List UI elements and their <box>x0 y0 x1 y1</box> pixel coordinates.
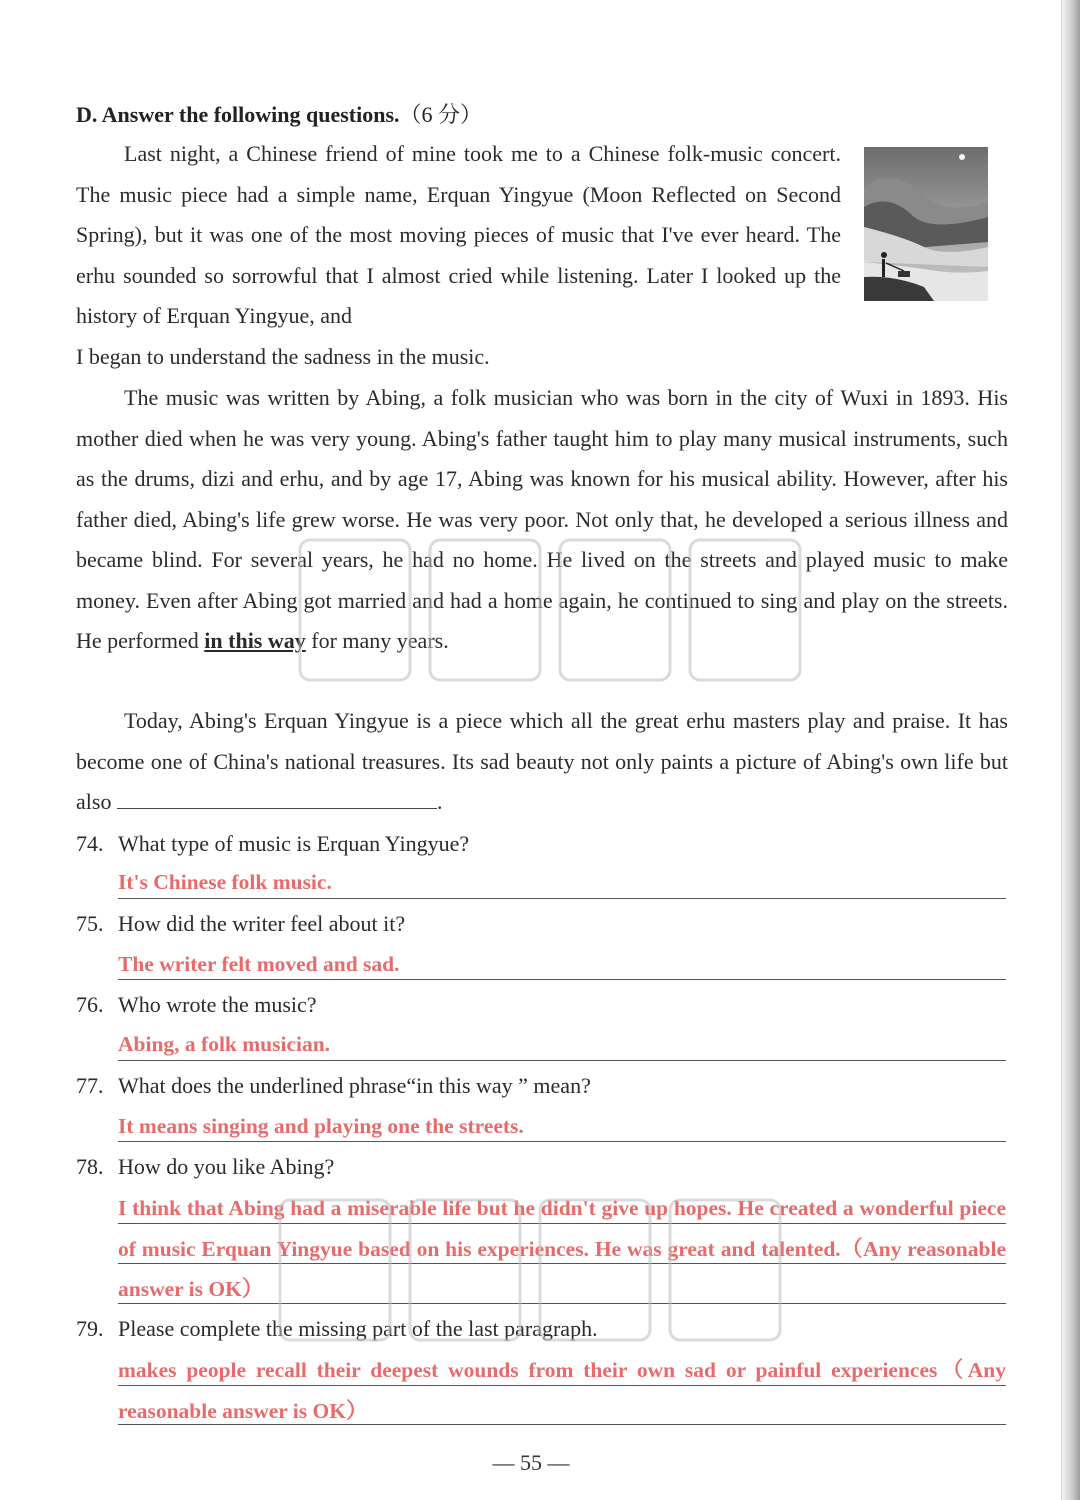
passage-p2-text: The music was written by Abing, a folk musician who was born in the city of Wuxi in 1893. His mother died when he was very young. Abing's father taught him to play many musical instruments, such as the drums, dizi and erhu, and by age 17, Abing was known for his musical ability. However, after his father died, Abing's life grew worse. He was very poor. Not only that, he developed a serious illness and became blind. For several years, he had no home. He lived on the streets and played music to make money. Even after Abing got married and had a home again, he continued to sing and play on the streets. He performed <box>76 385 1008 653</box>
page-number: — 55 — <box>492 1450 570 1475</box>
question-78 <box>76 1154 1006 1180</box>
question-text: Who wrote the music? <box>118 992 317 1017</box>
answer-76: Abing, a folk musician. <box>118 1032 331 1056</box>
section-heading-text: D. Answer the following questions. <box>76 102 400 127</box>
landscape-illustration <box>864 147 988 301</box>
question-number: 78. <box>76 1154 104 1179</box>
answer-line <box>118 1141 1006 1142</box>
question-74 <box>76 831 1006 857</box>
answer-74: It's Chinese folk music. <box>118 870 332 894</box>
passage-paragraph-1 <box>76 134 841 337</box>
question-text: What type of music is Erquan Yingyue? <box>118 831 470 856</box>
answer-79: makes people recall their deepest wounds from their own sad or painful experiences（Any reasonable answer is OK） <box>118 1358 1006 1423</box>
question-number: 79. <box>76 1316 104 1341</box>
passage-paragraph-3 <box>76 701 1008 823</box>
section-heading <box>76 98 482 129</box>
question-number: 77. <box>76 1073 104 1098</box>
page-edge-shadow <box>1062 0 1080 1500</box>
answer-line <box>118 1303 1006 1304</box>
passage-paragraph-2 <box>76 378 1008 662</box>
question-text: Please complete the missing part of the last paragraph. <box>118 1316 598 1341</box>
answer-line <box>118 1223 1006 1224</box>
fill-blank <box>117 786 437 809</box>
answer-line <box>118 1424 1006 1425</box>
passage-paragraph-1-end <box>76 337 1006 378</box>
question-79 <box>76 1316 1006 1342</box>
answer-line <box>118 898 1006 899</box>
passage-p1-end-text: I began to understand the sadness in the music. <box>76 344 490 369</box>
question-75 <box>76 911 1006 937</box>
passage-p1-text: Last night, a Chinese friend of mine took me to a Chinese folk-music concert. The music piece had a simple name, Erquan Yingyue (Moon Reflected on Second Spring), but it was one of the most moving pieces of music that I've ever heard. The erhu sounded so sorrowful that I almost cried while listening. Later I looked up the history of Erquan Yingyue, and <box>76 141 841 328</box>
underlined-phrase: in this way <box>204 628 306 653</box>
question-text: How did the writer feel about it? <box>118 911 406 936</box>
answer-line <box>118 1385 1006 1386</box>
section-score: （6 分） <box>399 102 483 127</box>
question-number: 75. <box>76 911 104 936</box>
answer-line <box>118 1060 1006 1061</box>
landscape-illustration-image <box>864 147 988 301</box>
passage-p3-period: . <box>436 789 443 814</box>
question-number: 74. <box>76 831 104 856</box>
answer-78: I think that Abing had a miserable life but he didn't give up hopes. He created a wonderful piece of music Erquan Yingyue based on his experiences. He was great and talented.（Any reasonable answer is OK） <box>118 1196 1006 1301</box>
question-number: 76. <box>76 992 104 1017</box>
question-text: What does the underlined phrase“in this way ” mean? <box>118 1073 591 1098</box>
answer-line <box>118 979 1006 980</box>
passage-p2-end-text: for many years. <box>311 628 449 653</box>
answer-line <box>118 1263 1006 1264</box>
question-76 <box>76 992 1006 1018</box>
answer-75: The writer felt moved and sad. <box>118 952 400 976</box>
answer-77: It means singing and playing one the streets. <box>118 1114 524 1138</box>
question-77 <box>76 1073 1006 1099</box>
passage-p3-text: Today, Abing's Erquan Yingyue is a piece which all the great erhu masters play and praise. It has become one of China's national treasures. Its sad beauty not only paints a picture of Abing's own life but also <box>76 708 1008 814</box>
question-text: How do you like Abing? <box>118 1154 335 1179</box>
